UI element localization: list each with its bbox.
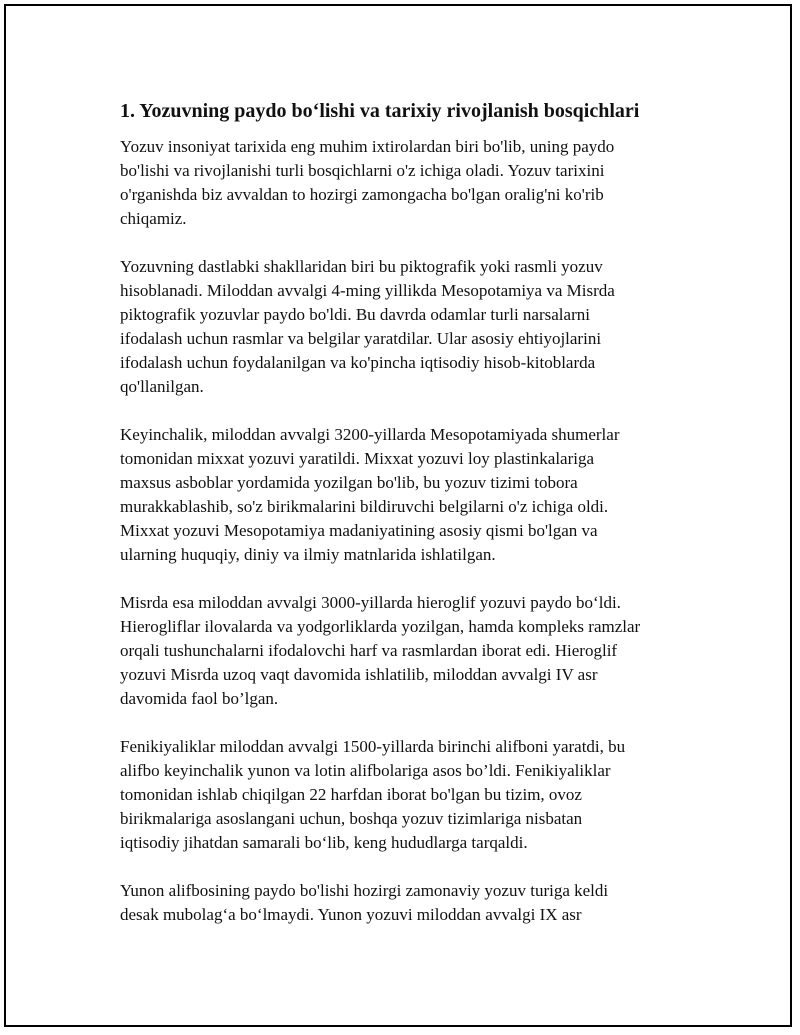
text-line: iqtisodiy jihatdan samarali boʻlib, keng hududlarga tarqaldi. [120,833,528,852]
section-heading: 1. Yozuvning paydo boʻlishi va tarixiy rivojlanish bosqichlari [120,100,640,122]
text-line: murakkablashib, so'z birikmalarini bildiruvchi belgilarni o'z ichiga oldi. [120,497,609,516]
paragraph-pictographic [120,255,680,399]
text-line: alifbo keyinchalik yunon va lotin alifbolariga asos bo’ldi. Fenikiyaliklar [120,761,611,780]
paragraph-intro [120,135,680,231]
text-line: Yozuvning dastlabki shakllaridan biri bu piktografik yoki rasmli yozuv [120,257,603,276]
text-line: qo'llanilgan. [120,377,204,396]
text-line: orqali tushunchalarni ifodalovchi harf va rasmlardan iborat edi. Hieroglif [120,641,618,660]
text-line: Hierogliflar ilovalarda va yodgorliklarda yozilgan, hamda kompleks ramzlar [120,617,641,636]
text-line: desak mubolagʻa boʻlmaydi. Yunon yozuvi miloddan avvalgi IX asr [120,905,582,924]
text-line: ifodalash uchun rasmlar va belgilar yaratdilar. Ular asosiy ehtiyojlarini [120,329,602,348]
text-line: chiqamiz. [120,209,187,228]
text-line: Mixxat yozuvi Mesopotamiya madaniyatining asosiy qismi bo'lgan va [120,521,598,540]
paragraph-cuneiform [120,423,680,567]
text-line: piktografik yozuvlar paydo bo'ldi. Bu davrda odamlar turli narsalarni [120,305,590,324]
text-line: davomida faol bo’lgan. [120,689,279,708]
text-line: ifodalash uchun foydalanilgan va ko'pincha iqtisodiy hisob-kitoblarda [120,353,596,372]
text-line: tomonidan mixxat yozuvi yaratildi. Mixxat yozuvi loy plastinkalariga [120,449,595,468]
text-line: hisoblanadi. Miloddan avvalgi 4-ming yillikda Mesopotamiya va Misrda [120,281,615,300]
text-line: maxsus asboblar yordamida yozilgan bo'lib, bu yozuv tizimi tobora [120,473,578,492]
document-page [4,4,792,1027]
text-line: Fenikiyaliklar miloddan avvalgi 1500-yillarda birinchi alifboni yaratdi, bu [120,737,626,756]
paragraph-hieroglyphs [120,591,680,711]
text-line: yozuvi Misrda uzoq vaqt davomida ishlatilib, miloddan avvalgi IV asr [120,665,598,684]
text-line: Yunon alifbosining paydo bo'lishi hozirgi zamonaviy yozuv turiga keldi [120,881,609,900]
paragraph-greek [120,879,680,927]
text-line: Keyinchalik, miloddan avvalgi 3200-yillarda Mesopotamiyada shumerlar [120,425,620,444]
text-line: Yozuv insoniyat tarixida eng muhim ixtirolardan biri bo'lib, uning paydo [120,137,615,156]
document-body [120,98,680,951]
text-line: o'rganishda biz avvaldan to hozirgi zamongacha bo'lgan oralig'ni ko'rib [120,185,604,204]
text-line: ularning huquqiy, diniy va ilmiy matnlarida ishlatilgan. [120,545,496,564]
text-line: birikmalariga asoslangani uchun, boshqa yozuv tizimlariga nisbatan [120,809,583,828]
text-line: tomonidan ishlab chiqilgan 22 harfdan iborat bo'lgan bu tizim, ovoz [120,785,582,804]
paragraph-phoenician [120,735,680,855]
text-line: bo'lishi va rivojlanishi turli bosqichlarni o'z ichiga oladi. Yozuv tarixini [120,161,605,180]
text-line: Misrda esa miloddan avvalgi 3000-yillarda hieroglif yozuvi paydo boʻldi. [120,593,621,612]
